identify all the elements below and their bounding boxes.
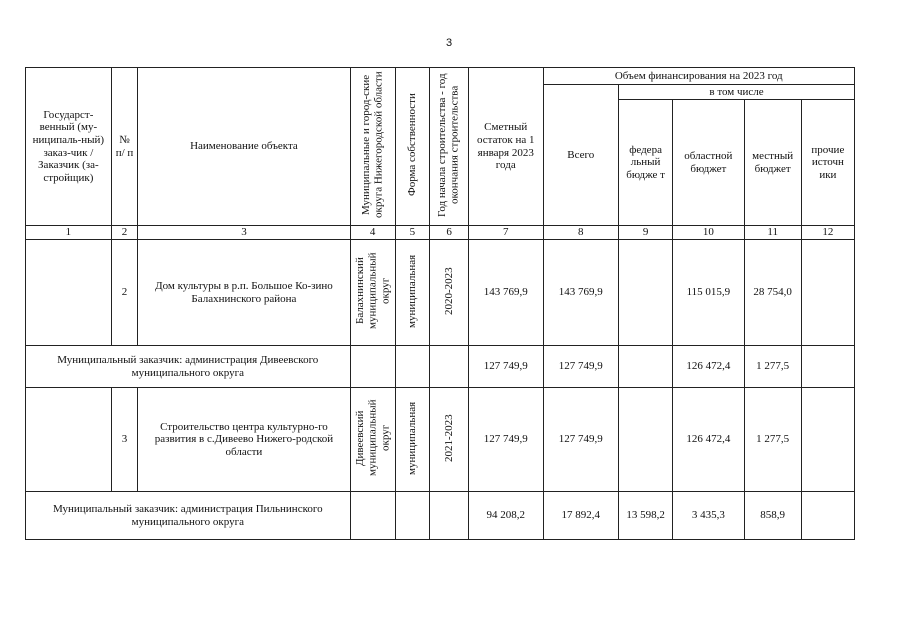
row-local: 1 277,5 xyxy=(744,388,801,492)
row-no: 2 xyxy=(111,240,138,346)
row-empty-cell xyxy=(395,492,430,540)
row-object-name: Строительство центра культурно-го развития в с.Дивеево Нижего-родской области xyxy=(138,388,350,492)
table-row xyxy=(26,388,855,492)
row-municipality-cell xyxy=(350,240,395,346)
row-total: 143 769,9 xyxy=(543,240,619,346)
row-total: 127 749,9 xyxy=(543,388,619,492)
column-number: 11 xyxy=(744,226,801,240)
row-estimated-balance: 127 749,9 xyxy=(469,346,544,388)
header-object-name: Наименование объекта xyxy=(138,68,350,226)
row-object-name: Дом культуры в р.п. Большое Ко-зино Балахнинского района xyxy=(138,240,350,346)
header-municipality: Муниципальные и город-ские округа Нижегородской области xyxy=(359,71,385,218)
row-regional: 126 472,4 xyxy=(673,388,744,492)
row-ownership-cell xyxy=(395,240,430,346)
row-regional: 3 435,3 xyxy=(673,492,744,540)
row-no: 3 xyxy=(111,388,138,492)
row-other xyxy=(801,240,854,346)
header-financing-volume: Объем финансирования на 2023 год xyxy=(543,68,854,85)
header-local: местный бюджет xyxy=(744,100,801,226)
row-years-cell xyxy=(430,240,469,346)
row-customer-summary: Муниципальный заказчик: администрация Пильнинского муниципального округа xyxy=(26,492,351,540)
header-other: прочие источн ики xyxy=(801,100,854,226)
financing-table xyxy=(25,67,855,540)
row-regional: 126 472,4 xyxy=(673,346,744,388)
row-municipality: Дивеевский муниципальный округ xyxy=(353,399,391,476)
row-empty-cell xyxy=(430,492,469,540)
row-estimated-balance: 127 749,9 xyxy=(469,388,544,492)
row-federal xyxy=(619,240,673,346)
row-customer xyxy=(26,388,112,492)
column-number: 7 xyxy=(469,226,544,240)
row-local: 28 754,0 xyxy=(744,240,801,346)
row-years: 2021-2023 xyxy=(442,413,455,462)
row-estimated-balance: 143 769,9 xyxy=(469,240,544,346)
row-local: 858,9 xyxy=(744,492,801,540)
column-number: 2 xyxy=(111,226,138,240)
header-ownership: Форма собственности xyxy=(406,93,419,197)
row-local: 1 277,5 xyxy=(744,346,801,388)
row-customer xyxy=(26,240,112,346)
row-total: 17 892,4 xyxy=(543,492,619,540)
row-empty-cell xyxy=(395,346,430,388)
header-row-1 xyxy=(26,68,855,85)
row-empty-cell xyxy=(430,346,469,388)
table-row xyxy=(26,492,855,540)
column-number: 3 xyxy=(138,226,350,240)
header-years: Год начала строительства - год окончания строительства xyxy=(436,72,462,217)
row-ownership: муниципальная xyxy=(406,254,419,328)
row-other xyxy=(801,388,854,492)
row-regional: 115 015,9 xyxy=(673,240,744,346)
column-number: 6 xyxy=(430,226,469,240)
header-customer: Государст-венный (му-ниципаль-ный) заказ-чик / Заказчик (за-стройщик) xyxy=(26,68,112,226)
header-federal: федера льный бюдже т xyxy=(619,100,673,226)
row-municipality: Балахнинский муниципальный округ xyxy=(353,252,391,329)
row-ownership: муниципальная xyxy=(406,401,419,475)
row-estimated-balance: 94 208,2 xyxy=(469,492,544,540)
column-number-row xyxy=(26,226,855,240)
column-number: 8 xyxy=(543,226,619,240)
table-row xyxy=(26,240,855,346)
row-empty-cell xyxy=(350,346,395,388)
page-number: 3 xyxy=(446,37,453,49)
row-federal: 13 598,2 xyxy=(619,492,673,540)
header-estimated-balance: Сметный остаток на 1 января 2023 года xyxy=(469,68,544,226)
row-other xyxy=(801,346,854,388)
row-years: 2020-2023 xyxy=(442,266,455,315)
table-row xyxy=(26,346,855,388)
row-total: 127 749,9 xyxy=(543,346,619,388)
header-no: № п/ п xyxy=(111,68,138,226)
header-municipality-cell xyxy=(350,68,395,226)
row-ownership-cell xyxy=(395,388,430,492)
header-ownership-cell xyxy=(395,68,430,226)
row-municipality-cell xyxy=(350,388,395,492)
row-federal xyxy=(619,388,673,492)
row-years-cell xyxy=(430,388,469,492)
header-including: в том числе xyxy=(619,85,855,100)
header-total: Всего xyxy=(543,85,619,226)
row-customer-summary: Муниципальный заказчик: администрация Дивеевского муниципального округа xyxy=(26,346,351,388)
column-number: 5 xyxy=(395,226,430,240)
header-regional: областной бюджет xyxy=(673,100,744,226)
column-number: 1 xyxy=(26,226,112,240)
column-number: 9 xyxy=(619,226,673,240)
column-number: 10 xyxy=(673,226,744,240)
header-years-cell xyxy=(430,68,469,226)
column-number: 4 xyxy=(350,226,395,240)
row-other xyxy=(801,492,854,540)
column-number: 12 xyxy=(801,226,854,240)
row-empty-cell xyxy=(350,492,395,540)
row-federal xyxy=(619,346,673,388)
